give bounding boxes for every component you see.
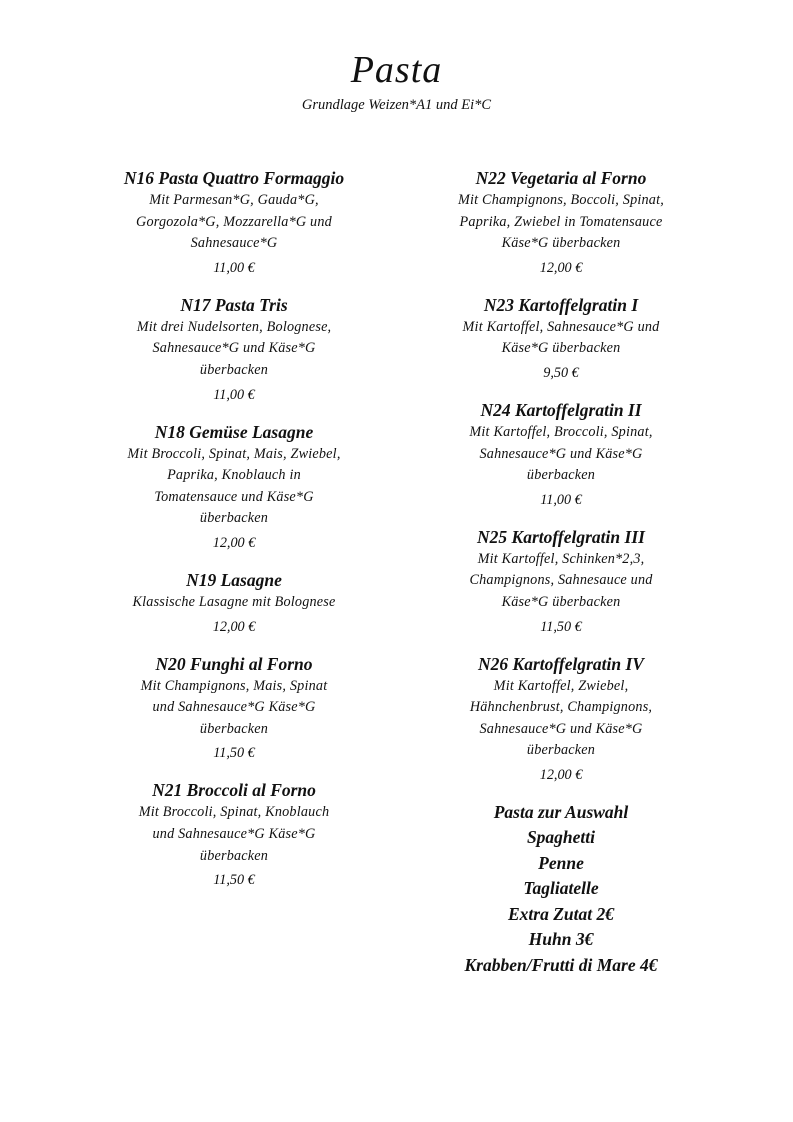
dish-name: N22 Vegetaria al Forno bbox=[475, 168, 647, 188]
dish-description-line: und Sahnesauce*G Käse*G bbox=[152, 699, 316, 716]
menu-item-n22 bbox=[411, 166, 711, 280]
dish-description bbox=[84, 802, 384, 867]
pasta-options bbox=[411, 800, 711, 979]
dish-description-line: Mit Kartoffel, Schinken*2,3, bbox=[477, 550, 645, 567]
dish-description-line: Paprika, Knoblauch in bbox=[167, 467, 301, 484]
dish-price: 11,50 € bbox=[213, 745, 255, 762]
dish-name: N26 Kartoffelgratin IV bbox=[478, 653, 644, 674]
dish-description-line: überbacken bbox=[199, 361, 269, 378]
dish-description bbox=[84, 592, 384, 614]
dish-description-line: Mit Kartoffel, Broccoli, Spinat, bbox=[469, 423, 653, 440]
dish-price: 11,00 € bbox=[213, 386, 255, 403]
dish-name: N24 Kartoffelgratin II bbox=[480, 399, 642, 420]
dish-description-line: überbacken bbox=[199, 510, 269, 527]
menu-item-n20 bbox=[84, 652, 384, 766]
dish-description-line: Käse*G überbacken bbox=[501, 340, 621, 357]
dish-description bbox=[411, 422, 711, 487]
pasta-options-heading: Pasta zur Auswahl bbox=[493, 801, 629, 822]
menu-item-n23 bbox=[411, 293, 711, 385]
dish-price: 11,00 € bbox=[213, 259, 255, 276]
dish-description-line: Klassische Lasagne mit Bolognese bbox=[132, 593, 336, 610]
pasta-option: Penne bbox=[538, 852, 584, 873]
dish-description-line: Mit Champignons, Boccoli, Spinat, bbox=[457, 192, 664, 208]
menu-item-n26 bbox=[411, 652, 711, 787]
dish-description bbox=[84, 317, 384, 382]
dish-name: N20 Funghi al Forno bbox=[155, 653, 313, 674]
pasta-option: Spaghetti bbox=[526, 827, 596, 848]
dish-description-line: Tomatensauce und Käse*G bbox=[154, 488, 314, 505]
dish-description bbox=[411, 676, 711, 762]
dish-description-line: überbacken bbox=[199, 720, 269, 737]
dish-description-line: Sahnesauce*G und Käse*G bbox=[152, 340, 316, 357]
dish-price: 9,50 € bbox=[543, 364, 579, 381]
dish-name: N23 Kartoffelgratin I bbox=[483, 294, 639, 315]
dish-name: N21 Broccoli al Forno bbox=[152, 780, 316, 801]
dish-price: 11,50 € bbox=[540, 618, 582, 635]
page-subtitle: Grundlage Weizen*A1 und Ei*C bbox=[301, 97, 492, 113]
menu-item-n19 bbox=[84, 568, 384, 639]
dish-description-line: Hähnchenbrust, Champignons, bbox=[469, 699, 653, 716]
pasta-option: Tagliatelle bbox=[523, 878, 599, 899]
dish-description-line: Mit Broccoli, Spinat, Mais, Zwiebel, bbox=[127, 445, 341, 462]
menu-item-n17 bbox=[84, 293, 384, 407]
dish-description-line: Mit Champignons, Mais, Spinat bbox=[140, 677, 328, 694]
extra-chicken-price: Huhn 3€ bbox=[528, 929, 594, 950]
dish-price: 12,00 € bbox=[539, 259, 583, 276]
menu-item-n18 bbox=[84, 420, 384, 555]
dish-description-line: Gorgozola*G, Mozzarella*G und bbox=[136, 213, 332, 230]
dish-description bbox=[411, 549, 711, 614]
dish-name: N19 Lasagne bbox=[186, 569, 282, 590]
dish-description-line: überbacken bbox=[526, 742, 596, 759]
dish-description bbox=[411, 190, 711, 255]
dish-description-line: Mit Kartoffel, Sahnesauce*G und bbox=[462, 318, 660, 335]
dish-price: 12,00 € bbox=[212, 618, 256, 635]
menu-item-n25 bbox=[411, 525, 711, 639]
menu-item-n21 bbox=[84, 778, 384, 892]
dish-name: N25 Kartoffelgratin III bbox=[477, 526, 645, 547]
dish-price: 11,00 € bbox=[540, 491, 582, 508]
left-column bbox=[84, 166, 384, 905]
dish-description-line: Champignons, Sahnesauce und bbox=[469, 572, 653, 589]
dish-name: N16 Pasta Quattro Formaggio bbox=[123, 168, 345, 188]
menu-item-n16 bbox=[84, 166, 384, 280]
dish-description bbox=[411, 317, 711, 360]
dish-description-line: überbacken bbox=[526, 467, 596, 484]
dish-description-line: Mit drei Nudelsorten, Bolognese, bbox=[136, 318, 332, 335]
dish-price: 12,00 € bbox=[212, 534, 256, 551]
dish-description-line: Mit Broccoli, Spinat, Knoblauch bbox=[138, 804, 330, 821]
dish-description bbox=[84, 190, 384, 255]
dish-name: N18 Gemüse Lasagne bbox=[154, 421, 314, 442]
dish-name: N17 Pasta Tris bbox=[180, 294, 288, 315]
dish-description-line: Paprika, Zwiebel in Tomatensauce bbox=[459, 213, 663, 230]
dish-description-line: Mit Parmesan*G, Gauda*G, bbox=[149, 192, 319, 208]
dish-price: 11,50 € bbox=[213, 872, 255, 889]
dish-description-line: Sahnesauce*G und Käse*G bbox=[479, 720, 643, 737]
extra-seafood-price: Krabben/Frutti di Mare 4€ bbox=[464, 954, 658, 975]
dish-description-line: Mit Kartoffel, Zwiebel, bbox=[493, 677, 629, 694]
dish-description-line: überbacken bbox=[199, 847, 269, 864]
dish-price: 12,00 € bbox=[539, 766, 583, 783]
extra-topping-price: Extra Zutat 2€ bbox=[508, 903, 614, 924]
dish-description-line: Sahnesauce*G und Käse*G bbox=[479, 445, 643, 462]
page-title: Pasta bbox=[350, 49, 443, 91]
dish-description-line: und Sahnesauce*G Käse*G bbox=[152, 825, 316, 842]
dish-description-line: Käse*G überbacken bbox=[501, 593, 621, 610]
menu-item-n24 bbox=[411, 398, 711, 512]
dish-description-line: Sahnesauce*G bbox=[190, 235, 278, 252]
dish-description bbox=[84, 444, 384, 530]
dish-description-line: Käse*G überbacken bbox=[501, 235, 621, 252]
dish-description bbox=[84, 676, 384, 741]
right-column bbox=[411, 166, 711, 978]
